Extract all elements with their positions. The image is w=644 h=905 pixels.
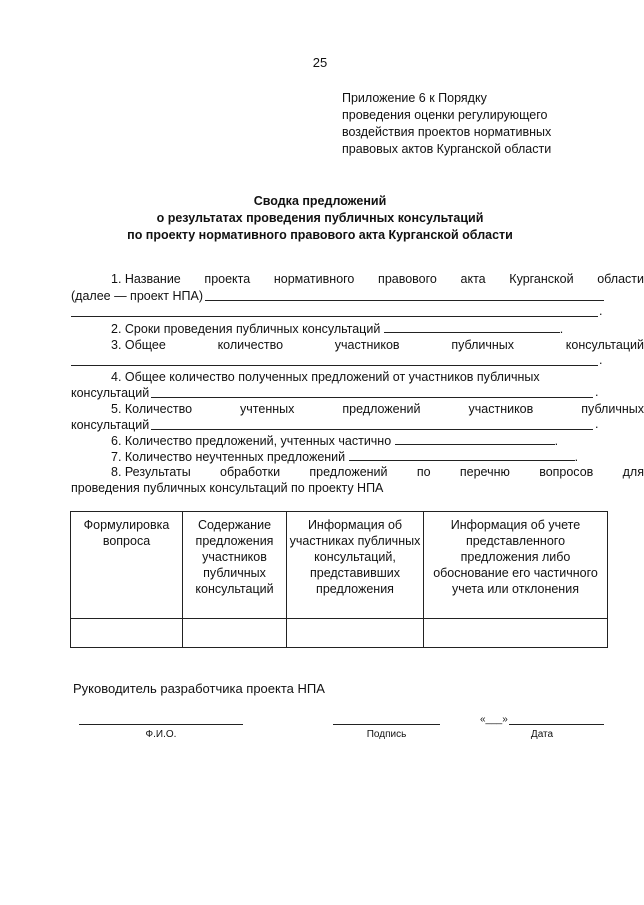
item-1: 1. Название проекта нормативного правового акта Курганской области <box>111 272 644 286</box>
item-7: 7. Количество неучтенных предложений . <box>111 450 579 464</box>
table-row <box>71 619 608 648</box>
item-5: 5. Количество учтенных предложений участников публичных <box>111 402 644 416</box>
consultation-period-field[interactable] <box>384 320 560 333</box>
appendix-note <box>342 90 551 158</box>
item-2: 2. Сроки проведения публичных консультаций . <box>111 322 564 336</box>
rejected-proposals-field[interactable] <box>349 448 575 461</box>
project-name-field[interactable] <box>205 288 604 301</box>
project-name-field-line2[interactable] <box>71 316 598 317</box>
date-line[interactable] <box>509 724 604 725</box>
item-5-continuation: консультаций <box>71 417 593 433</box>
title-line: по проекту нормативного правового акта Курганской области <box>127 228 513 242</box>
item-4: 4. Общее количество полученных предложений от участников публичных <box>111 370 540 384</box>
appendix-line: Приложение 6 к Порядку <box>342 91 487 105</box>
signature-label: Подпись <box>366 729 407 740</box>
item-8-continuation: проведения публичных консультаций по проекту НПА <box>71 481 384 495</box>
fio-line[interactable] <box>79 724 243 725</box>
signature-line[interactable] <box>333 724 440 725</box>
item-8: 8. Результаты обработки предложений по перечню вопросов для <box>111 465 644 479</box>
header-proposal-content: Содержание предложения участников публичных консультаций <box>183 512 287 619</box>
header-participants-info: Информация об участниках публичных консультаций, представивших предложения <box>287 512 424 619</box>
results-table <box>70 511 608 648</box>
appendix-line: проведения оценки регулирующего <box>342 108 548 122</box>
table-header-row <box>71 512 608 619</box>
table-cell[interactable] <box>183 619 287 648</box>
participants-count-field[interactable] <box>71 365 598 366</box>
header-acceptance-info: Информация об учете представленного предложения либо обоснование его частичного учета или отклонения <box>424 512 608 619</box>
received-proposals-field[interactable] <box>151 385 593 398</box>
partially-accepted-field[interactable] <box>395 432 555 445</box>
date-day-field[interactable]: «___» <box>480 714 508 725</box>
page-number: 25 <box>312 55 328 70</box>
appendix-line: воздействия проектов нормативных <box>342 125 552 139</box>
item-4-continuation: консультаций <box>71 385 593 401</box>
item-6: 6. Количество предложений, учтенных частично . <box>111 434 559 448</box>
accepted-proposals-field[interactable] <box>151 417 593 430</box>
appendix-line: правовых актов Курганской области <box>342 142 552 156</box>
title-line: о результатах проведения публичных консультаций <box>156 211 484 225</box>
item-1-continuation: (далее — проект НПА) <box>71 288 604 304</box>
table-cell[interactable] <box>424 619 608 648</box>
table-cell[interactable] <box>287 619 424 648</box>
title-line: Сводка предложений <box>253 194 387 208</box>
header-question: Формулировка вопроса <box>71 512 183 619</box>
table-cell[interactable] <box>71 619 183 648</box>
document-title <box>0 193 640 244</box>
fio-label: Ф.И.О. <box>145 729 177 740</box>
signature-heading: Руководитель разработчика проекта НПА <box>73 681 325 696</box>
item-3: 3. Общее количество участников публичных консультаций <box>111 338 644 352</box>
date-label: Дата <box>530 729 554 740</box>
